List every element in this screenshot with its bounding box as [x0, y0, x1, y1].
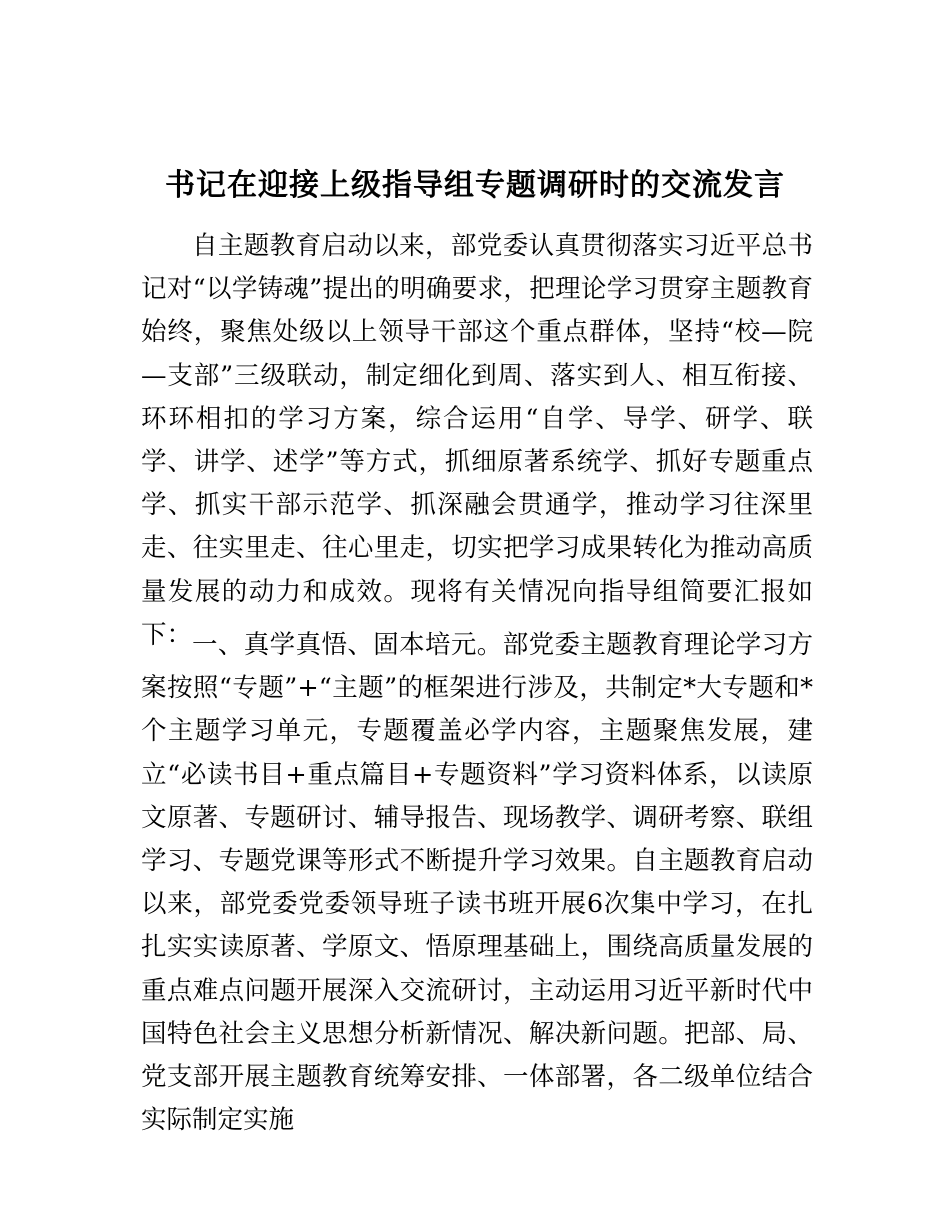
paragraph-section-one: 一、真学真悟、固本培元。部党委主题教育理论学习方案按照“专题”+“主题”的框架进行涉及，共制定*大专题和*个主题学习单元，专题覆盖必学内容，主题聚焦发展，建立“必读书目+重点篇目+专题资料”学习资料体系，以读原文原著、专题研讨、辅导报告、现场教学、调研考察、联组学习、专题党课等形式不断提升学习效果。自主题教育启动以来，部党委党委领导班子读书班开展6次集中学习，在扎扎实实读原著、学原文、悟原理基础上，围绕高质量发展的重点难点问题开展深入交流研讨，主动运用习近平新时代中国特色社会主义思想分析新情况、解决新问题。把部、局、党支部开展主题教育统筹安排、一体部署，各二级单位结合实际制定实施 [141, 630, 813, 1136]
document-title: 书记在迎接上级指导组专题调研时的交流发言 [165, 168, 785, 203]
paragraph-intro: 自主题教育启动以来，部党委认真贯彻落实习近平总书记对“以学铸魂”提出的明确要求，把理论学习贯穿主题教育始终，聚焦处级以上领导干部这个重点群体，坚持“校—院—支部”三级联动，制定细化到周、落实到人、相互衔接、环环相扣的学习方案，综合运用“自学、导学、研学、联学、讲学、述学”等方式，抓细原著系统学、抓好专题重点学、抓实干部示范学、抓深融会贯通学，推动学习往深里走、往实里走、往心里走，切实把学习成果转化为推动高质量发展的动力和成效。现将有关情况向指导组简要汇报如下： [141, 231, 813, 650]
